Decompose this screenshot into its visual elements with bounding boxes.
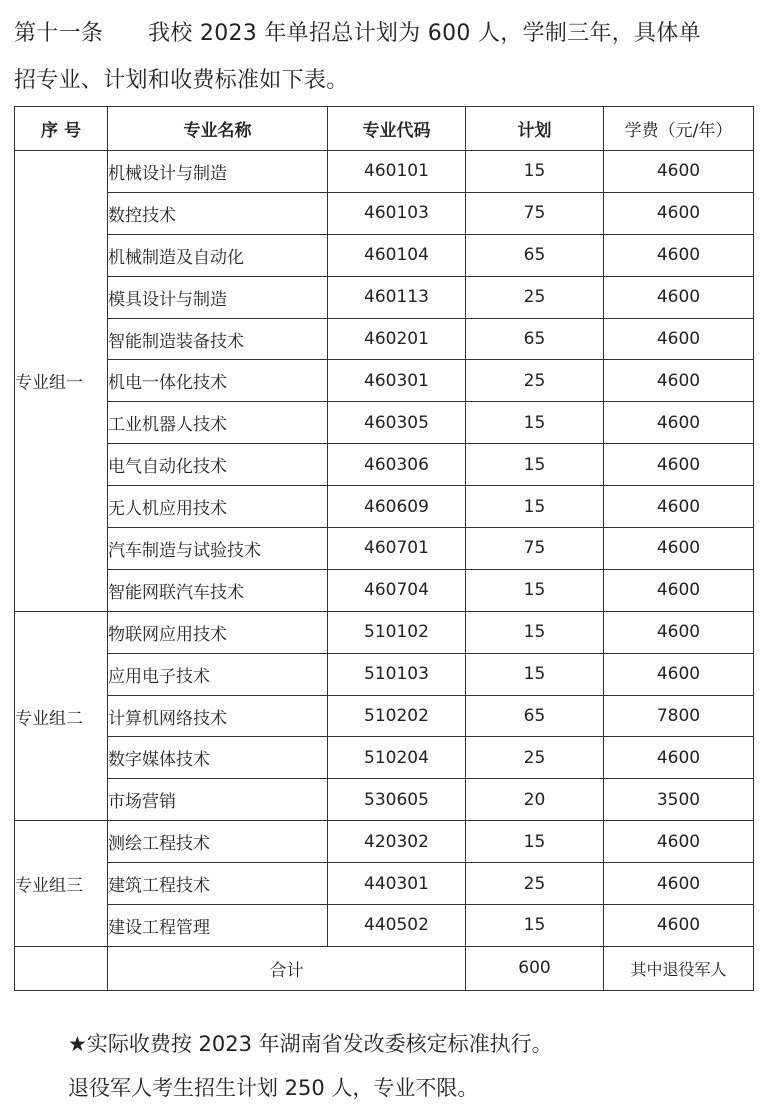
total-plan: 600 bbox=[466, 946, 604, 990]
major-code: 420302 bbox=[328, 821, 466, 863]
plan-count: 75 bbox=[466, 192, 604, 234]
total-label: 合计 bbox=[108, 946, 466, 990]
table-row bbox=[15, 444, 754, 486]
plan-count: 15 bbox=[466, 444, 604, 486]
tuition-fee: 4600 bbox=[604, 318, 754, 360]
table-header-row bbox=[15, 107, 754, 151]
tuition-fee: 4600 bbox=[604, 821, 754, 863]
major-code: 440301 bbox=[328, 863, 466, 905]
tuition-fee: 4600 bbox=[604, 234, 754, 276]
major-name: 物联网应用技术 bbox=[108, 611, 328, 653]
plan-count: 15 bbox=[466, 402, 604, 444]
major-name: 智能网联汽车技术 bbox=[108, 569, 328, 611]
tuition-fee: 4600 bbox=[604, 611, 754, 653]
major-name: 测绘工程技术 bbox=[108, 821, 328, 863]
plan-count: 15 bbox=[466, 486, 604, 528]
major-name: 机械制造及自动化 bbox=[108, 234, 328, 276]
table-row bbox=[15, 234, 754, 276]
major-code: 510204 bbox=[328, 737, 466, 779]
major-name: 无人机应用技术 bbox=[108, 486, 328, 528]
plan-count: 75 bbox=[466, 528, 604, 570]
tuition-fee: 4600 bbox=[604, 276, 754, 318]
major-code: 460104 bbox=[328, 234, 466, 276]
major-code: 460609 bbox=[328, 486, 466, 528]
table-row bbox=[15, 737, 754, 779]
plan-count: 65 bbox=[466, 234, 604, 276]
table-row bbox=[15, 192, 754, 234]
tuition-fee: 4600 bbox=[604, 737, 754, 779]
table-row bbox=[15, 528, 754, 570]
tuition-fee: 4600 bbox=[604, 905, 754, 947]
table-row bbox=[15, 318, 754, 360]
group-label: 专业组一 bbox=[15, 151, 108, 612]
table-row bbox=[15, 151, 754, 193]
major-code: 460306 bbox=[328, 444, 466, 486]
table-body bbox=[15, 151, 754, 947]
major-code: 530605 bbox=[328, 779, 466, 821]
group-label: 专业组二 bbox=[15, 611, 108, 820]
header-fee: 学费（元/年） bbox=[604, 107, 754, 151]
major-code: 460201 bbox=[328, 318, 466, 360]
table-row bbox=[15, 402, 754, 444]
plan-count: 65 bbox=[466, 318, 604, 360]
major-name: 计算机网络技术 bbox=[108, 695, 328, 737]
table-row bbox=[15, 360, 754, 402]
plan-count: 15 bbox=[466, 653, 604, 695]
major-name: 建设工程管理 bbox=[108, 905, 328, 947]
intro-text-2: 招专业、计划和收费标准如下表。 bbox=[14, 68, 349, 93]
intro-paragraph bbox=[14, 10, 766, 104]
plan-count: 15 bbox=[466, 569, 604, 611]
header-name: 专业名称 bbox=[108, 107, 328, 151]
plan-count: 15 bbox=[466, 611, 604, 653]
table-row bbox=[15, 863, 754, 905]
table-row bbox=[15, 611, 754, 653]
major-code: 510103 bbox=[328, 653, 466, 695]
tuition-fee: 4600 bbox=[604, 653, 754, 695]
tuition-fee: 7800 bbox=[604, 695, 754, 737]
tuition-fee: 4600 bbox=[604, 863, 754, 905]
major-name: 市场营销 bbox=[108, 779, 328, 821]
intro-text-1: 我校 2023 年单招总计划为 600 人，学制三年，具体单 bbox=[148, 21, 701, 46]
major-code: 460704 bbox=[328, 569, 466, 611]
plan-count: 65 bbox=[466, 695, 604, 737]
major-name: 建筑工程技术 bbox=[108, 863, 328, 905]
tuition-fee: 4600 bbox=[604, 528, 754, 570]
header-seq: 序 号 bbox=[15, 107, 108, 151]
plan-count: 15 bbox=[466, 821, 604, 863]
plan-count: 25 bbox=[466, 360, 604, 402]
major-code: 460101 bbox=[328, 151, 466, 193]
note-veteran-plan: 退役军人考生招生计划 250 人，专业不限。 bbox=[68, 1076, 479, 1100]
header-code: 专业代码 bbox=[328, 107, 466, 151]
total-row bbox=[15, 946, 754, 990]
major-name: 应用电子技术 bbox=[108, 653, 328, 695]
table-row bbox=[15, 905, 754, 947]
table-row bbox=[15, 695, 754, 737]
intro-line-1 bbox=[14, 10, 766, 57]
tuition-fee: 4600 bbox=[604, 151, 754, 193]
major-name: 电气自动化技术 bbox=[108, 444, 328, 486]
total-empty-cell bbox=[15, 946, 108, 990]
major-code: 510202 bbox=[328, 695, 466, 737]
plan-count: 25 bbox=[466, 737, 604, 779]
table-row bbox=[15, 653, 754, 695]
table-row bbox=[15, 569, 754, 611]
major-name: 智能制造装备技术 bbox=[108, 318, 328, 360]
plan-count: 25 bbox=[466, 863, 604, 905]
total-fee-note: 其中退役军人 bbox=[604, 946, 754, 990]
table-row bbox=[15, 486, 754, 528]
major-code: 440502 bbox=[328, 905, 466, 947]
major-name: 机械设计与制造 bbox=[108, 151, 328, 193]
tuition-fee: 4600 bbox=[604, 192, 754, 234]
major-code: 460305 bbox=[328, 402, 466, 444]
major-code: 460113 bbox=[328, 276, 466, 318]
tuition-fee: 4600 bbox=[604, 569, 754, 611]
plan-count: 20 bbox=[466, 779, 604, 821]
tuition-fee: 4600 bbox=[604, 444, 754, 486]
plan-count: 25 bbox=[466, 276, 604, 318]
table-row bbox=[15, 276, 754, 318]
major-name: 模具设计与制造 bbox=[108, 276, 328, 318]
major-name: 工业机器人技术 bbox=[108, 402, 328, 444]
major-code: 510102 bbox=[328, 611, 466, 653]
major-code: 460301 bbox=[328, 360, 466, 402]
plan-count: 15 bbox=[466, 151, 604, 193]
note-fee-standard: ★实际收费按 2023 年湖南省发改委核定标准执行。 bbox=[68, 1032, 553, 1056]
table-row bbox=[15, 779, 754, 821]
tuition-fee: 4600 bbox=[604, 486, 754, 528]
header-plan: 计划 bbox=[466, 107, 604, 151]
major-name: 数字媒体技术 bbox=[108, 737, 328, 779]
article-number: 第十一条 bbox=[14, 21, 104, 46]
major-code: 460103 bbox=[328, 192, 466, 234]
tuition-fee: 4600 bbox=[604, 402, 754, 444]
major-code: 460701 bbox=[328, 528, 466, 570]
major-name: 汽车制造与试验技术 bbox=[108, 528, 328, 570]
plan-count: 15 bbox=[466, 905, 604, 947]
enrollment-plan-table bbox=[14, 106, 754, 991]
notes bbox=[68, 1022, 553, 1110]
major-name: 数控技术 bbox=[108, 192, 328, 234]
tuition-fee: 4600 bbox=[604, 360, 754, 402]
tuition-fee: 3500 bbox=[604, 779, 754, 821]
table-row bbox=[15, 821, 754, 863]
group-label: 专业组三 bbox=[15, 821, 108, 947]
major-name: 机电一体化技术 bbox=[108, 360, 328, 402]
